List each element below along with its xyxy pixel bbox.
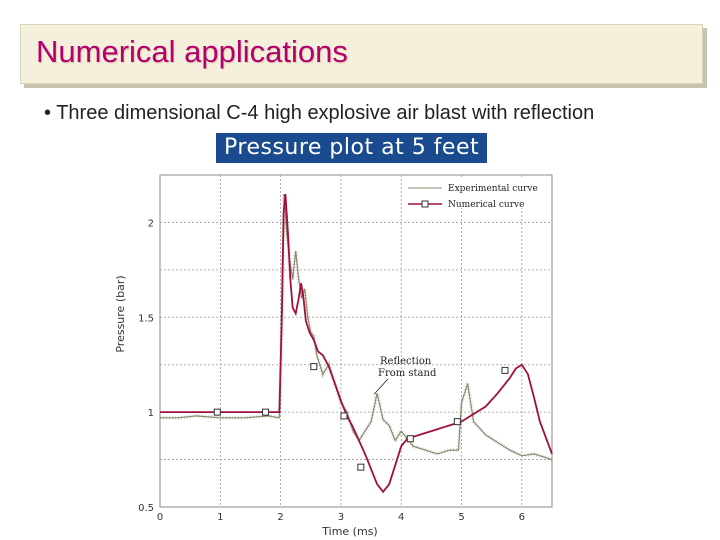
numerical-marker xyxy=(454,419,460,425)
numerical-marker xyxy=(341,413,347,419)
plot-area xyxy=(160,175,552,507)
numerical-marker xyxy=(407,436,413,442)
y-tick-label: 0.5 xyxy=(138,503,154,514)
y-tick-label: 1 xyxy=(147,408,154,420)
x-tick-label: 6 xyxy=(518,512,526,523)
numerical-marker xyxy=(311,364,317,370)
x-tick-label: 1 xyxy=(217,512,224,523)
x-tick-label: 4 xyxy=(398,512,405,523)
x-tick-label: 5 xyxy=(458,512,465,523)
x-tick-label: 3 xyxy=(337,512,345,523)
slide-title: Numerical applications xyxy=(36,34,348,69)
bullet-text: • Three dimensional C-4 high explosive air blast with reflection xyxy=(44,102,595,124)
x-tick-label: 0 xyxy=(156,512,164,523)
x-axis-label: Time (ms) xyxy=(322,525,378,538)
y-axis-label: Pressure (bar) xyxy=(114,275,127,353)
y-tick-label: 1.5 xyxy=(138,313,154,325)
legend-experimental-label: Experimental curve xyxy=(448,184,538,194)
numerical-marker xyxy=(214,409,220,415)
y-tick-label: 2 xyxy=(147,218,154,230)
annotation-line2: From stand xyxy=(378,368,437,379)
legend-numerical-label: Numerical curve xyxy=(448,200,525,210)
annotation-line1: Reflection xyxy=(380,356,432,367)
numerical-marker xyxy=(263,409,269,415)
legend xyxy=(402,178,548,210)
x-tick-label: 2 xyxy=(277,512,284,523)
legend-numerical-marker xyxy=(422,201,428,207)
plot-caption: Pressure plot at 5 feet xyxy=(216,133,487,163)
numerical-marker xyxy=(502,367,508,373)
numerical-marker xyxy=(358,464,364,470)
